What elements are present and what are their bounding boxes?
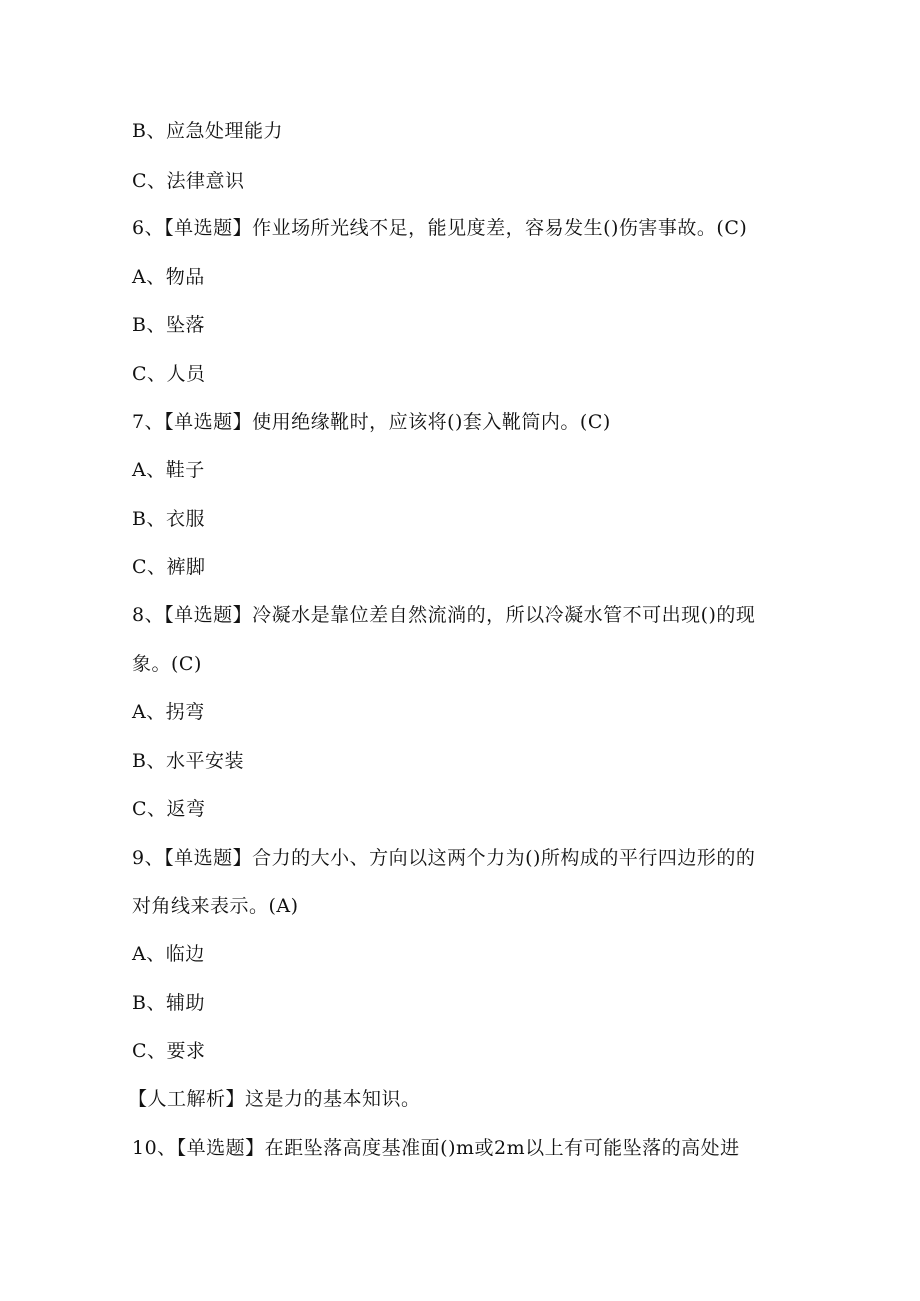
question-10: 10、【单选题】在距坠落高度基准面()m或2m以上有可能坠落的高处进 [132,1137,740,1159]
question-8-cont: 象。(C) [132,653,202,675]
question-8: 8、【单选题】冷凝水是靠位差自然流淌的，所以冷凝水管不可出现()的现 [132,604,756,626]
question-9: 9、【单选题】合力的大小、方向以这两个力为()所构成的平行四边形的的 [132,847,756,869]
option-8a: A、拐弯 [132,701,205,723]
question-9-cont: 对角线来表示。(A) [132,895,299,917]
option-7c: C、裤脚 [132,556,206,578]
question-7: 7、【单选题】使用绝缘靴时，应该将()套入靴筒内。(C) [132,411,611,433]
option-6a: A、物品 [132,266,205,288]
option-9b: B、辅助 [132,992,205,1014]
option-8c: C、返弯 [132,798,206,820]
option-9a: A、临边 [132,943,205,965]
option-6b: B、坠落 [132,314,205,336]
analysis-9: 【人工解析】这是力的基本知识。 [128,1088,421,1110]
option-6c: C、人员 [132,363,206,385]
question-6: 6、【单选题】作业场所光线不足，能见度差，容易发生()伤害事故。(C) [132,217,748,239]
option-7b: B、衣服 [132,508,205,530]
option-8b: B、水平安装 [132,750,244,772]
option-5c: C、法律意识 [132,170,245,192]
option-9c: C、要求 [132,1040,206,1062]
option-5b: B、应急处理能力 [132,120,283,142]
option-7a: A、鞋子 [132,459,205,481]
